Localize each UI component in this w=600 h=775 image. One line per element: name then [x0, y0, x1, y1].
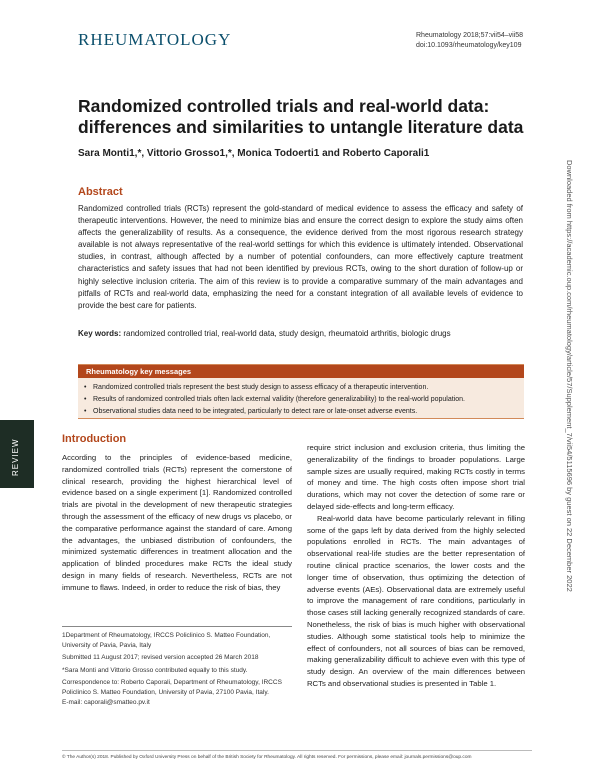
- keywords: [78, 328, 523, 339]
- keywords-label: Key words:: [78, 329, 122, 338]
- footnote-correspondence: Correspondence to: Roberto Caporali, Department of Rheumatology, IRCCS Policlinico S. Matteo Foundation, University of Pavia, 27100 Pavia, Italy.: [62, 679, 282, 696]
- footnote-affiliation: 1Department of Rheumatology, IRCCS Policlinico S. Matteo Foundation, University of Pavia, Pavia, Italy: [62, 632, 271, 649]
- review-tab-label: REVIEW: [11, 438, 20, 476]
- key-message-item: [84, 406, 524, 418]
- bullet-icon: •: [84, 396, 87, 403]
- journal-name: RHEUMATOLOGY: [78, 30, 232, 49]
- key-messages-heading: Rheumatology key messages: [78, 365, 524, 378]
- key-message-text: Results of randomized controlled trials often lack external validity (therefore generalizability) to the real-world population.: [93, 396, 465, 403]
- key-message-item: [84, 382, 524, 394]
- intro-paragraph-1-continued: require strict inclusion and exclusion criteria, thus limiting the generalizability of the findings to broader populations. Large sample sizes are usually required, making RCTs costly in terms of money and time. The high costs often impose short trial durations, which may not cover the detection of some rare or delayed side-effects and long-term efficacy.: [307, 443, 525, 511]
- right-column: [307, 442, 525, 690]
- key-message-text: Observational studies data need to be integrated, particularly to detect rare or late-onset adverse events.: [93, 408, 418, 415]
- footnote-equal-contribution: *Sara Monti and Vittorio Grosso contributed equally to this study.: [62, 666, 248, 674]
- citation-volume: Rheumatology 2018;57:vii54–vii58: [416, 32, 524, 39]
- intro-paragraph-1: According to the principles of evidence-based medicine, randomized controlled trials (RCTs) represent the cornerstone of clinical research, providing the highest hierarchical level of evidence based on a single experiment [1]. Randomized controlled trials are pivotal in the development of new therapeutic strategies through the assessment of the efficacy of new drugs vs placebo, or the comparative performance against the standard of care. Among the advantages, the unbiased distribution of confounders, the minimized systematic differences in treatment allocation and the application of blinded procedures make RCTs the ideal study design in many fields of research. Nevertheless, RCTs are not immune to flaws. Indeed, in order to reduce the risk of bias, they: [62, 453, 292, 592]
- footnotes: [62, 626, 292, 707]
- bullet-icon: •: [84, 408, 87, 415]
- citation-doi[interactable]: doi:10.1093/rheumatology/key109: [416, 42, 522, 49]
- footnote-submitted: Submitted 11 August 2017; revised version accepted 26 March 2018: [62, 654, 259, 662]
- review-tab: [0, 420, 34, 488]
- download-note-text: Downloaded from https://academic.oup.com/rheumatology/article/57/Supplement_7/vii54/5115696 by guest on 22 December 2022: [565, 160, 574, 592]
- key-message-text: Randomized controlled trials represent the best study design to assess efficacy of a therapeutic intervention.: [93, 384, 429, 391]
- key-messages-list: [78, 378, 524, 418]
- intro-paragraph-2: Real-world data have become particularly relevant in filling some of the gaps left by data derived from the highly selected populations enrolled in RCTs. The main advantages of observational real-life studies are the better representation of routine clinical practice scenarios, the lower costs and the longer time of observation, thus optimizing the detection of adverse events (AEs). Observational data are extremely useful to improve the management of rare conditions, particularly in those cases still lacking generally recognized standards of care. Nonetheless, the risk of bias is much higher with observational studies. Although some statistical tools help to minimize the effect of confounders, not all sources of bias can be removed, making generalizability difficult to achieve even with this type of study design. An overview of the main differences between RCTs and observational studies is presented in Table 1.: [307, 513, 525, 688]
- bullet-icon: •: [84, 384, 87, 391]
- footnote-email[interactable]: E-mail: caporali@smatteo.pv.it: [62, 698, 150, 706]
- article-title: Randomized controlled trials and real-world data: differences and similarities to untangle literature data: [78, 96, 524, 137]
- abstract-heading: Abstract: [78, 186, 123, 198]
- author-list: Sara Monti1,*, Vittorio Grosso1,*, Monica Todoerti1 and Roberto Caporali1: [78, 148, 430, 159]
- introduction-heading: Introduction: [62, 433, 127, 445]
- left-column: [62, 452, 292, 594]
- key-messages-box: [78, 364, 524, 419]
- download-note: [562, 160, 576, 750]
- keywords-list: randomized controlled trial, real-world data, study design, rheumatoid arthritis, biologic drugs: [123, 329, 451, 338]
- abstract-body: Randomized controlled trials (RCTs) represent the gold-standard of medical evidence to assess the efficacy and safety of therapeutic interventions. However, the need to minimize bias and ensure the correct design to explore the study aims often affects the generalizability of results. As a consequence, the evidence derived from the most rigorous research strategy available is not always representative of the real-world settings for which this evidence is ultimately intended. Observational studies, in contrast, although affected by a number of potential confounders, can more effectively capture treatment characteristics and safety issues that had not been identified by previous RCTs, owing to the short duration of follow-up or highly selective inclusion criteria. The aim of this review is to provide a comparative summary of the main advantages and pitfalls of RCTs and real-world data, emphasizing the need for a constant integration of all available levels of evidence to provide the best care for patients.: [78, 204, 523, 310]
- copyright-footer: © The Author(s) 2018. Published by Oxford University Press on behalf of the British Society for Rheumatology. All rights reserved. For permissions, please email: journals.permissions@oup.com: [62, 750, 532, 760]
- citation-block: [416, 31, 523, 51]
- key-message-item: [84, 394, 524, 406]
